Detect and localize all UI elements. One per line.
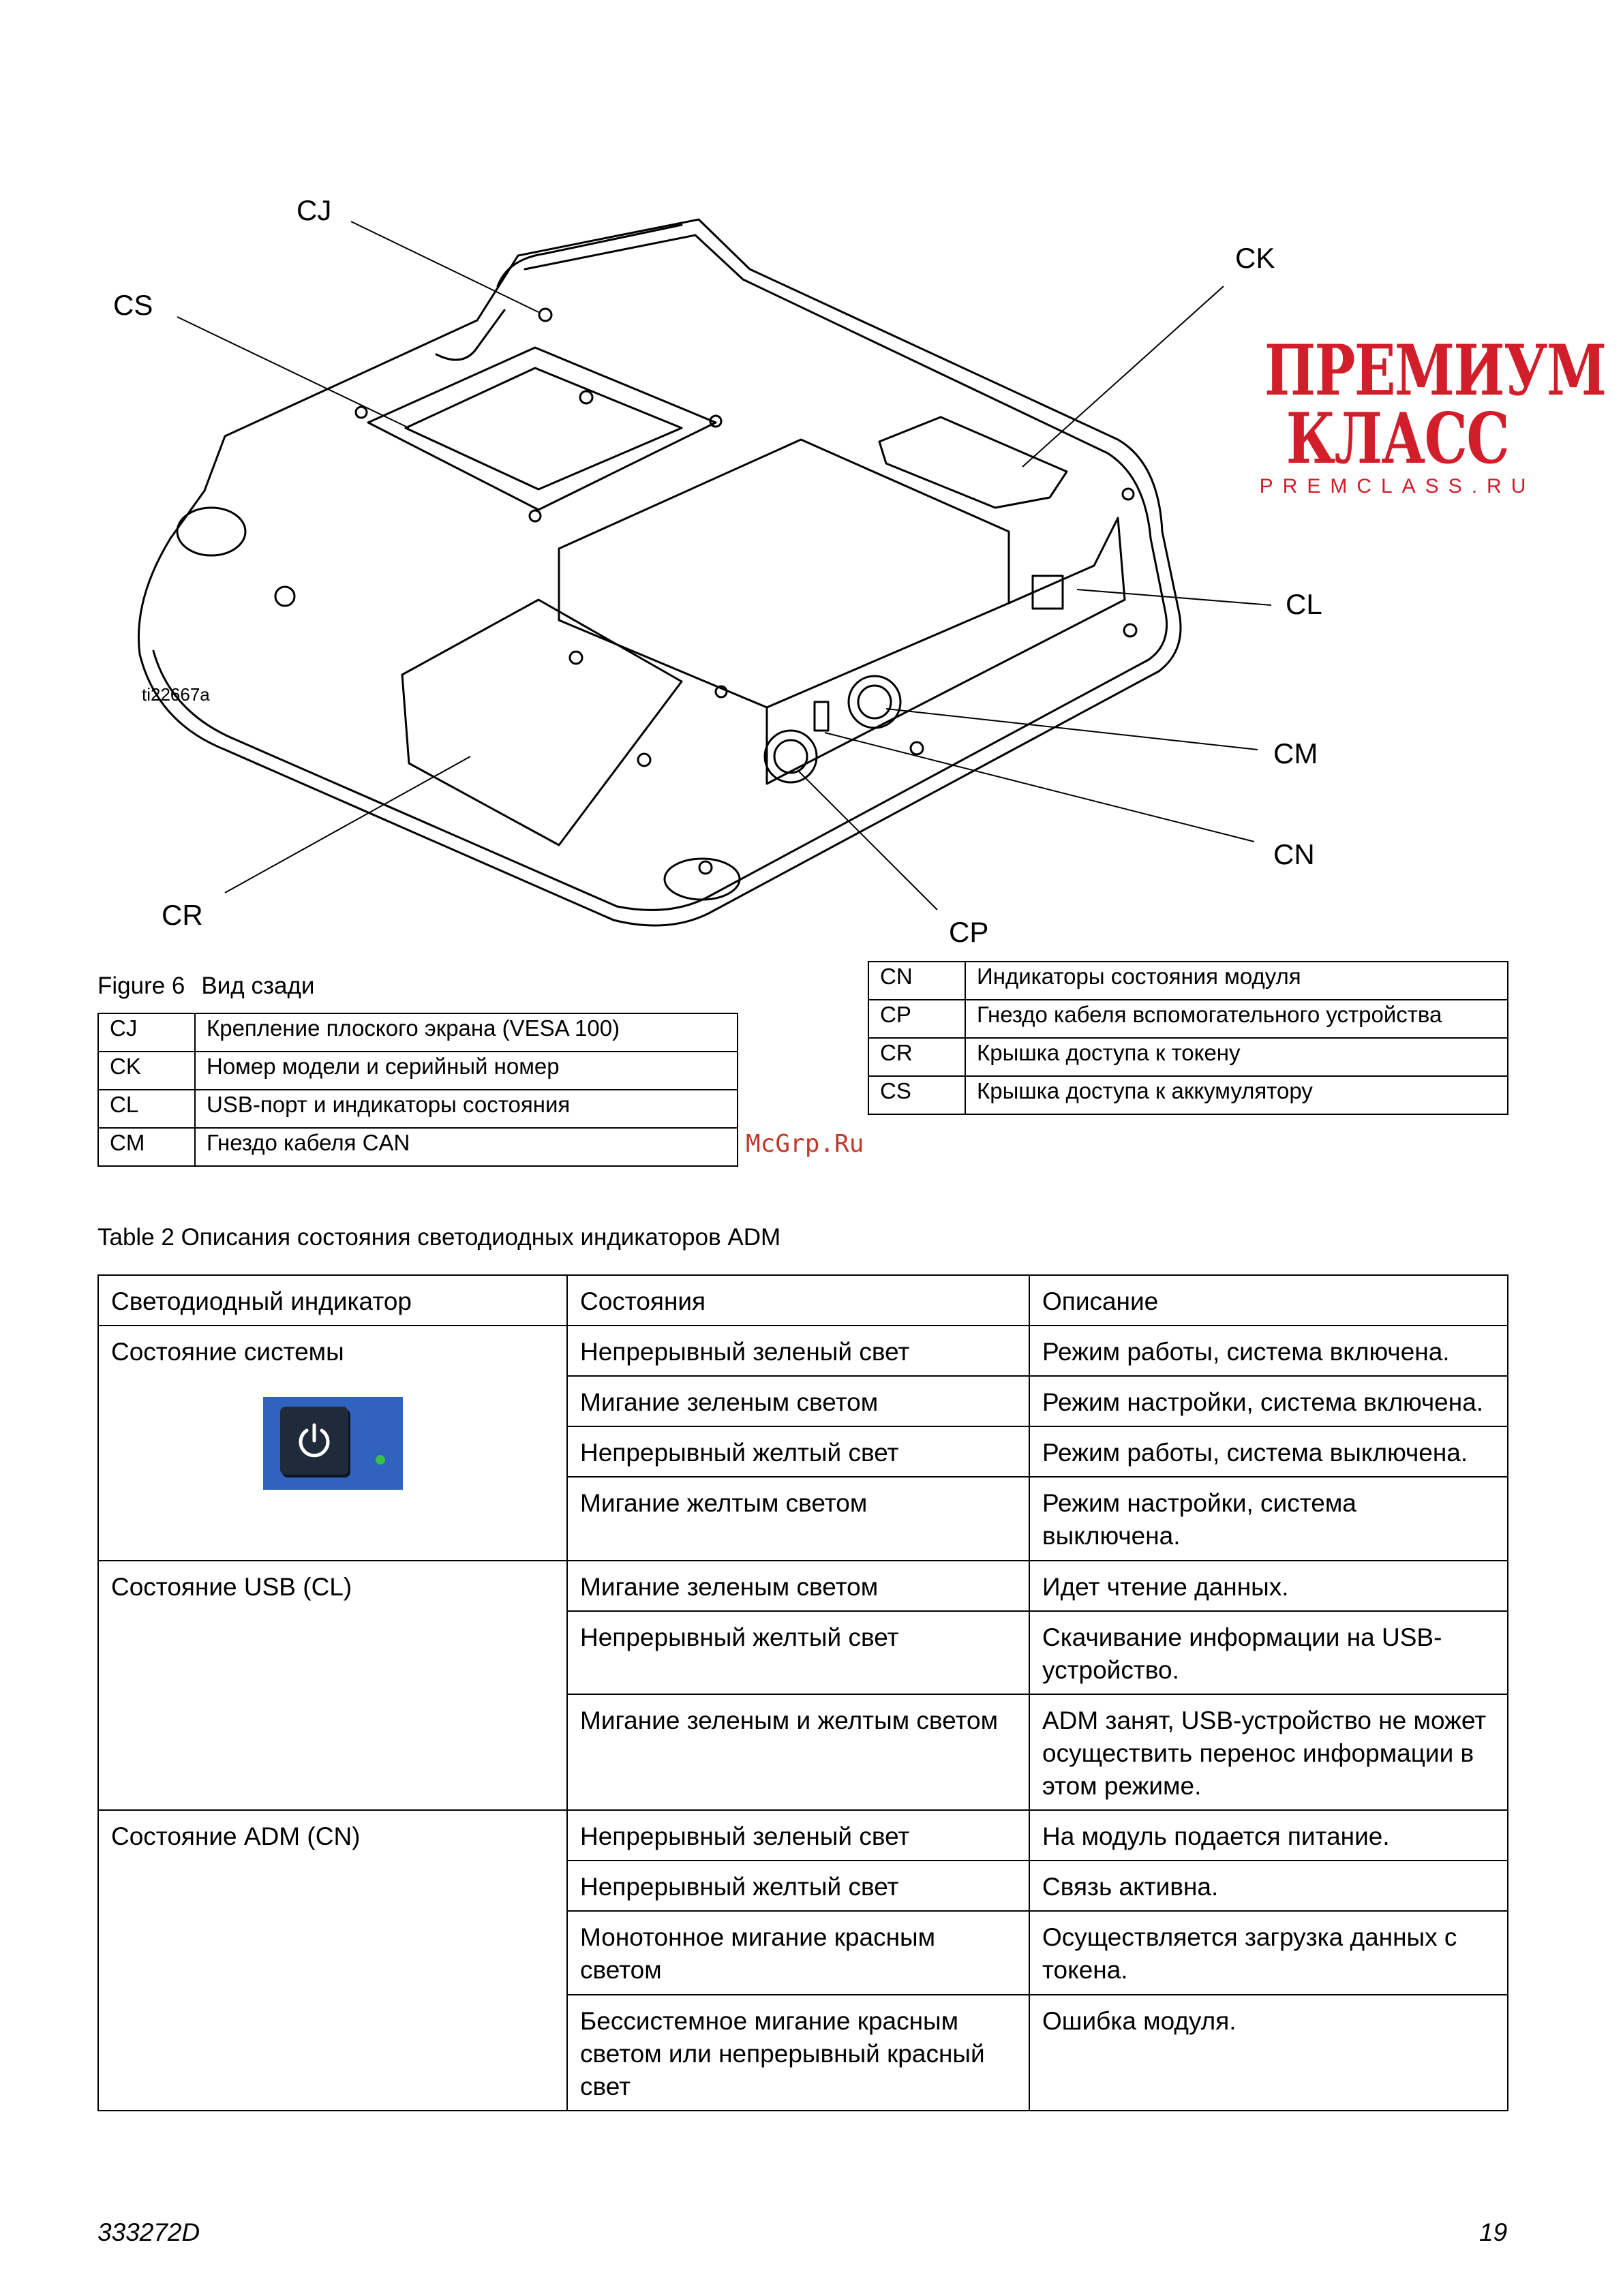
legend-row bbox=[868, 1076, 1508, 1114]
table-row bbox=[98, 1810, 1508, 1861]
legend-row bbox=[98, 1052, 738, 1090]
legend-row bbox=[868, 1000, 1508, 1038]
header-state: Состояния bbox=[567, 1275, 1029, 1326]
legend-code: CP bbox=[868, 1000, 965, 1038]
legend-desc: Гнездо кабеля вспомогательного устройства bbox=[965, 1000, 1508, 1038]
state-cell: Монотонное мигание красным светом bbox=[567, 1911, 1029, 1994]
description-cell: Режим настройки, система включена. bbox=[1029, 1376, 1508, 1426]
state-cell: Непрерывный желтый свет bbox=[567, 1611, 1029, 1694]
state-cell: Бессистемное мигание красным светом или непрерывный красный свет bbox=[567, 1995, 1029, 2111]
table-header-row bbox=[98, 1275, 1508, 1326]
legend-code: CN bbox=[868, 962, 965, 1000]
state-cell: Непрерывный зеленый свет bbox=[567, 1810, 1029, 1861]
legend-desc: Крышка доступа к токену bbox=[965, 1038, 1508, 1076]
can-port bbox=[849, 676, 900, 728]
legend-desc: Гнездо кабеля CAN bbox=[195, 1128, 738, 1166]
state-cell: Мигание зеленым светом bbox=[567, 1561, 1029, 1611]
table-row bbox=[98, 1326, 1508, 1376]
state-cell: Мигание зеленым светом bbox=[567, 1376, 1029, 1426]
callout-cl: CL bbox=[1286, 588, 1322, 620]
page-number: 19 bbox=[1479, 2218, 1508, 2246]
legend-desc: USB-порт и индикаторы состояния bbox=[195, 1090, 738, 1128]
legend-row bbox=[868, 962, 1508, 1000]
legend-code: CK bbox=[98, 1052, 195, 1090]
logo-line-3: PREMCLASS.RU bbox=[1259, 474, 1536, 498]
description-cell: Идет чтение данных. bbox=[1029, 1561, 1508, 1611]
legend-row bbox=[98, 1128, 738, 1166]
legend-code: CR bbox=[868, 1038, 965, 1076]
callout-cp: CP bbox=[949, 916, 989, 948]
callout-cm: CM bbox=[1273, 737, 1318, 769]
housing-outline bbox=[138, 219, 1181, 925]
callout-cr: CR bbox=[162, 899, 203, 931]
callout-cj: CJ bbox=[297, 194, 332, 226]
legend-table-left bbox=[97, 1013, 738, 1167]
description-cell: Скачивание информации на USB-устройство. bbox=[1029, 1611, 1508, 1694]
group-cell-adm bbox=[98, 1810, 567, 2111]
callout-cs: CS bbox=[113, 289, 153, 321]
group-name: Состояние USB (CL) bbox=[111, 1572, 352, 1601]
aux-port bbox=[765, 731, 817, 782]
label-recess bbox=[879, 417, 1067, 508]
group-cell-usb bbox=[98, 1561, 567, 1811]
description-cell: Режим настройки, система выключена. bbox=[1029, 1477, 1508, 1560]
power-button-icon bbox=[263, 1397, 403, 1490]
token-cover bbox=[402, 600, 682, 845]
header-indicator: Светодиодный индикатор bbox=[98, 1275, 567, 1326]
legend-code: CM bbox=[98, 1128, 195, 1166]
description-cell: Режим работы, система включена. bbox=[1029, 1326, 1508, 1376]
header-description: Описание bbox=[1029, 1275, 1508, 1326]
led-indicator-dot bbox=[376, 1455, 385, 1465]
description-cell: ADM занят, USB-устройство не может осуществить перенос информации в этом режиме. bbox=[1029, 1694, 1508, 1810]
table-row bbox=[98, 1561, 1508, 1611]
power-symbol-icon bbox=[294, 1420, 335, 1461]
group-name: Состояние системы bbox=[111, 1338, 344, 1366]
watermark: McGrp.Ru bbox=[746, 1130, 864, 1158]
legend-code: CJ bbox=[98, 1013, 195, 1052]
state-cell: Непрерывный желтый свет bbox=[567, 1426, 1029, 1477]
legend-row bbox=[868, 1038, 1508, 1076]
callout-ck: CK bbox=[1235, 242, 1275, 274]
callout-cn: CN bbox=[1273, 838, 1315, 870]
legend-desc: Индикаторы состояния модуля bbox=[965, 962, 1508, 1000]
state-cell: Непрерывный зеленый свет bbox=[567, 1326, 1029, 1376]
premclass-logo bbox=[1227, 330, 1606, 498]
figure-image-id: ti22667a bbox=[142, 684, 210, 705]
state-cell: Мигание зеленым и желтым светом bbox=[567, 1694, 1029, 1810]
power-key bbox=[280, 1407, 348, 1475]
legend-row bbox=[98, 1013, 738, 1052]
logo-line-1: ПРЕМИУМ bbox=[1264, 330, 1606, 412]
document-number: 333272D bbox=[97, 2218, 200, 2246]
logo-line-2: КЛАСС bbox=[1286, 397, 1509, 480]
legend-code: CS bbox=[868, 1076, 965, 1114]
group-cell-system bbox=[98, 1326, 567, 1560]
figure-caption-text: Вид сзади bbox=[201, 973, 315, 999]
figure-caption bbox=[97, 973, 314, 1000]
description-cell: Осуществляется загрузка данных с токена. bbox=[1029, 1911, 1508, 1994]
group-name: Состояние ADM (CN) bbox=[111, 1822, 361, 1851]
legend-row bbox=[98, 1090, 738, 1128]
legend-desc: Крепление плоского экрана (VESA 100) bbox=[195, 1013, 738, 1052]
led-status-table bbox=[97, 1274, 1508, 2111]
legend-desc: Номер модели и серийный номер bbox=[195, 1052, 738, 1090]
back-panel bbox=[559, 440, 1009, 707]
description-cell: Связь активна. bbox=[1029, 1861, 1508, 1911]
description-cell: Ошибка модуля. bbox=[1029, 1995, 1508, 2111]
state-cell: Непрерывный желтый свет bbox=[567, 1861, 1029, 1911]
legend-table-right bbox=[868, 961, 1508, 1115]
figure-caption-label: Figure 6 bbox=[97, 973, 185, 999]
table-caption: Table 2 Описания состояния светодиодных индикаторов ADM bbox=[97, 1224, 781, 1251]
legend-desc: Крышка доступа к аккумулятору bbox=[965, 1076, 1508, 1114]
description-cell: На модуль подается питание. bbox=[1029, 1810, 1508, 1861]
state-cell: Мигание желтым светом bbox=[567, 1477, 1029, 1560]
description-cell: Режим работы, система выключена. bbox=[1029, 1426, 1508, 1477]
legend-code: CL bbox=[98, 1090, 195, 1128]
